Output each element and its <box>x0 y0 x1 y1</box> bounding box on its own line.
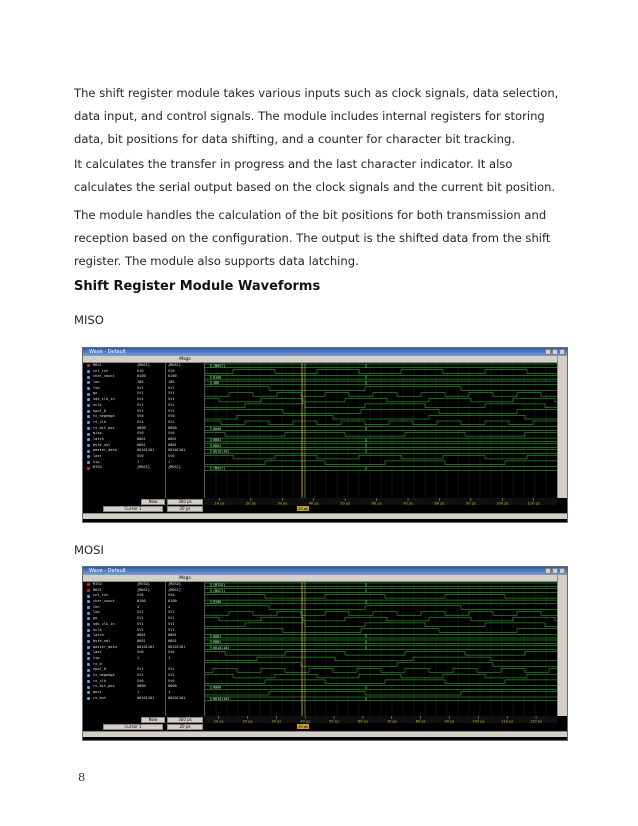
time-tick-label: 20 ps <box>242 719 253 724</box>
time-tick-label: 30 ps <box>277 501 288 506</box>
signal-icon <box>87 686 90 689</box>
signal-icon <box>87 697 90 700</box>
signal-name-text: master_data <box>93 644 117 649</box>
signal-value-alt: St1 <box>137 397 144 402</box>
signal-value: St1 <box>168 385 175 390</box>
waveform-plot[interactable] <box>205 582 557 716</box>
signal-value-alt: St0 <box>137 650 144 655</box>
bus-value-label: 00101101 <box>213 449 230 454</box>
signal-icon <box>87 640 90 643</box>
signal-value-alt: St0 <box>137 593 144 598</box>
wave-header <box>205 575 557 582</box>
signal-value-alt: {MOSI} <box>137 465 150 470</box>
signal-name-text: tip <box>93 655 100 660</box>
signal-value: 0000 <box>168 684 177 689</box>
signal-value: St0 <box>168 678 175 683</box>
signal-icon <box>87 691 90 694</box>
time-tick-label: 60 ps <box>357 719 368 724</box>
signal-value-alt: St0 <box>137 368 144 373</box>
horizontal-scrollbar[interactable] <box>83 731 567 737</box>
signal-value-alt: 00101101 <box>137 644 155 649</box>
signal-name-text: tx_negedge <box>93 673 115 677</box>
signal-value-alt: St1 <box>137 667 144 672</box>
signal-value: 0001 <box>168 442 177 447</box>
signal-icon <box>87 450 90 453</box>
group-icon <box>87 589 90 592</box>
signal-name[interactable] <box>83 696 135 702</box>
signal-name-text: byte_sel <box>93 638 111 643</box>
time-tick-label: 50 ps <box>329 719 340 724</box>
time-tick-label: 110 ps <box>501 719 514 724</box>
time-tick-label: 100 ps <box>472 719 485 724</box>
signal-name-text: mosi <box>93 690 102 695</box>
signal-icon <box>87 595 90 598</box>
signal-value-alt: St0 <box>137 414 144 419</box>
time-tick-label: 40 ps <box>308 501 319 506</box>
miso-waveform-window <box>82 347 568 523</box>
signal-name-text: latch <box>93 436 104 441</box>
signal-value-alt: {MOSI} <box>137 363 150 367</box>
paragraph-1: The shift register module takes various inputs such as clock signals, data selection, data input, and control signals. The module includes internal registers for storing data, bit positions for data shifting, and a counter for character bit tracking. <box>74 86 559 146</box>
signal-value-alt: St1 <box>137 419 144 424</box>
section-heading: Shift Register Module Waveforms <box>74 279 321 294</box>
signal-icon <box>87 612 90 615</box>
signal-name-text: rx_bit_pos <box>93 425 115 430</box>
time-tick-label: 50 ps <box>340 501 351 506</box>
signal-value: St1 <box>168 616 175 621</box>
bus-value-label: 00101101 <box>213 645 230 650</box>
signal-icon <box>87 600 90 603</box>
signal-name-text: rx_clk <box>93 678 106 683</box>
time-tick-label: 110 ps <box>527 501 540 506</box>
signal-value: St1 <box>168 391 175 396</box>
bus-value-label: {MOSI} <box>213 588 226 593</box>
signal-value-alt: St1 <box>137 385 144 390</box>
group-icon <box>87 467 90 470</box>
signal-value: St1 <box>168 402 175 407</box>
mosi-caption: MOSI <box>74 543 104 557</box>
signal-value-alt: 00101101 <box>137 695 155 700</box>
signal-value: {MOSI} <box>168 363 181 367</box>
signal-value: 00101101 <box>168 644 186 649</box>
signal-icon <box>87 376 90 379</box>
signal-value-alt: St1 <box>137 402 144 407</box>
bus-value-label: {MISO} <box>213 583 226 588</box>
signal-icon <box>87 398 90 401</box>
maximize-icon[interactable] <box>552 349 558 355</box>
signal-name-text: spol_0 <box>93 408 106 413</box>
signal-values-pane <box>135 363 165 498</box>
signal-name-text: rx_buf <box>93 695 106 700</box>
signal-name-text: rx_d <box>93 661 102 666</box>
bus-value-label: {MOSI} <box>213 364 226 369</box>
signal-icon <box>87 680 90 683</box>
signal-name-text: last <box>93 650 102 655</box>
signal-icon <box>87 455 90 458</box>
cursor-value: 20 ps <box>167 506 203 512</box>
maximize-icon[interactable] <box>552 568 558 574</box>
signal-value: 00101101 <box>168 448 186 453</box>
signal-value-alt: {MOSI} <box>137 587 150 592</box>
time-tick-label: 10 ps <box>213 719 224 724</box>
signal-icon <box>87 433 90 436</box>
cursor-label: Cursor 1 <box>103 506 163 512</box>
minimize-icon[interactable] <box>545 349 551 355</box>
signal-value: St1 <box>168 667 175 672</box>
signal-name-text: MISO <box>93 582 102 586</box>
signal-value: 0001 <box>168 638 177 643</box>
signal-name-text: go <box>93 391 98 396</box>
signal-name-text: miso <box>93 431 102 436</box>
signal-value-alt: St1 <box>137 621 144 626</box>
signal-name-text: sclk <box>93 627 102 632</box>
signal-name-text: byte_sel <box>93 442 111 447</box>
signal-value-alt: {MISO} <box>137 582 150 586</box>
window-title: Wave - Default <box>89 349 126 355</box>
signal-icon <box>87 674 90 677</box>
signal-value-alt: St1 <box>137 673 144 677</box>
signal-value-alt: St1 <box>137 408 144 413</box>
time-tick-label: 40 ps <box>300 719 311 724</box>
signal-trace <box>205 669 557 673</box>
signal-value: 0001 <box>168 633 177 638</box>
values-header: Msgs <box>165 356 205 363</box>
cursor-marker-label: 20 ps <box>298 507 308 511</box>
signal-value-alt: 0000 <box>137 425 146 430</box>
signal-icon <box>87 657 90 660</box>
waveform-plot[interactable] <box>205 363 557 498</box>
signal-icon <box>87 629 90 632</box>
time-tick-label: 90 ps <box>465 501 476 506</box>
signal-name-text: MISO <box>93 465 102 470</box>
bus-value-label: 0000 <box>213 426 222 431</box>
signal-value: St0 <box>168 414 175 419</box>
horizontal-scrollbar[interactable] <box>83 513 567 519</box>
signal-value-alt: 0001 <box>137 633 146 638</box>
cursor-marker-label: 20 ps <box>298 725 308 729</box>
signal-icon <box>87 444 90 447</box>
wave-header <box>205 356 557 363</box>
signal-icon <box>87 652 90 655</box>
miso-caption: MISO <box>74 313 104 327</box>
signal-name-text: MOSI <box>93 587 102 592</box>
signal-name-text: rx_bit_pos <box>93 684 115 689</box>
signal-icon <box>87 415 90 418</box>
cursor-label: Cursor 1 <box>103 724 163 730</box>
signal-icon <box>87 634 90 637</box>
signal-icon <box>87 427 90 430</box>
paragraph-3: The module handles the calculation of the bit positions for both transmission and reception based on the configuration. The output is the shifted data from the shift register. The module also supports data latching. <box>74 208 551 268</box>
signal-value: {MOSI} <box>168 465 181 470</box>
names-header <box>83 356 165 363</box>
window-title: Wave - Default <box>89 568 126 574</box>
signal-icon <box>87 617 90 620</box>
signal-icon <box>87 461 90 464</box>
page-number: 8 <box>78 770 86 784</box>
signal-value-alt: 00101101 <box>137 448 155 453</box>
close-icon[interactable] <box>559 568 565 574</box>
time-tick-label: 70 ps <box>403 501 413 506</box>
signal-value-alt: 4 <box>137 604 140 609</box>
bus-value-label: 0100 <box>213 375 222 380</box>
signal-name-text: tip <box>93 459 100 464</box>
signal-value-alt: St1 <box>137 610 144 615</box>
signal-icon <box>87 606 90 609</box>
time-tick-label: 20 ps <box>245 501 256 506</box>
bus-value-label: 0001 <box>213 438 222 443</box>
signal-icon <box>87 404 90 407</box>
signal-icon <box>87 438 90 441</box>
signal-name-text: last <box>93 454 102 458</box>
now-label: Now <box>141 717 165 723</box>
mosi-waveform-window <box>82 566 568 741</box>
signal-value: {MOSI} <box>168 587 181 592</box>
signal-name-text: latch <box>93 633 104 638</box>
bus-value-label: 186 <box>213 381 220 386</box>
signal-name-text: lsb <box>93 610 100 615</box>
signal-name-text: cnt_rst <box>93 593 109 598</box>
signal-value-alt: St1 <box>137 627 144 632</box>
signal-names-pane <box>83 582 135 716</box>
now-label: Now <box>141 499 165 505</box>
signal-name-text: char_count <box>93 374 115 379</box>
signal-value: St0 <box>168 593 175 598</box>
signal-values-pane <box>135 582 165 716</box>
bus-value-label: 00101101 <box>213 697 230 702</box>
signal-value-alt: 186 <box>137 380 144 385</box>
group-icon <box>87 583 90 586</box>
signal-value-alt: 0001 <box>137 442 146 447</box>
signal-value-alt: St1 <box>137 391 144 396</box>
signal-value-alt: 0000 <box>137 684 146 689</box>
signal-name-text: cnt_rst <box>93 368 109 373</box>
signal-value-alt: 0100 <box>137 374 146 379</box>
signal-name[interactable] <box>83 465 135 471</box>
signal-name-text: rx_clk <box>93 419 106 424</box>
time-ruler <box>205 716 557 731</box>
bus-value-label: 0001 <box>213 640 222 645</box>
vertical-scrollbar[interactable] <box>557 575 567 716</box>
time-tick-label: 90 ps <box>444 719 455 724</box>
signal-icon <box>87 387 90 390</box>
cursor-values-pane <box>165 582 205 716</box>
signal-name-text: MOSI <box>93 363 102 367</box>
signal-value-alt: 0001 <box>137 638 146 643</box>
bus-value-label: 0001 <box>213 443 222 448</box>
signal-name-text: go <box>93 616 98 621</box>
signal-value: St1 <box>168 408 175 413</box>
bus-value-label: 0001 <box>213 634 222 639</box>
signal-icon <box>87 669 90 672</box>
cursor-values-pane <box>165 363 205 498</box>
time-tick-label: 70 ps <box>386 719 397 724</box>
time-tick-label: 120 ps <box>529 719 543 724</box>
signal-value: 0100 <box>168 599 177 604</box>
signal-value: 0001 <box>168 436 177 441</box>
signal-name-text: sdk_clk_in <box>93 621 115 626</box>
signal-value: St1 <box>168 621 175 626</box>
now-value: 300 ps <box>167 717 203 723</box>
bus-value-label: 0000 <box>213 685 222 690</box>
signal-value: {MISO} <box>168 582 181 586</box>
signal-value-alt: St1 <box>137 616 144 621</box>
time-tick-label: 10 ps <box>214 501 225 506</box>
signal-value: 0100 <box>168 374 177 379</box>
signal-icon <box>87 623 90 626</box>
signal-value: St1 <box>168 627 175 632</box>
signal-value-alt: 1 <box>137 655 140 660</box>
signal-value: St0 <box>168 368 175 373</box>
cursor-value: 20 ps <box>167 724 203 730</box>
close-icon[interactable] <box>559 349 565 355</box>
window-titlebar <box>83 567 567 575</box>
signal-icon <box>87 421 90 424</box>
time-tick-label: 30 ps <box>271 719 282 724</box>
signal-icon <box>87 663 90 666</box>
signal-value-alt: St0 <box>137 678 144 683</box>
signal-icon <box>87 381 90 384</box>
signal-name-text: spol_0 <box>93 667 106 672</box>
signal-value: 1 <box>168 459 171 464</box>
signal-value-alt: St0 <box>137 454 144 458</box>
time-tick-label: 60 ps <box>371 501 382 506</box>
signal-icon <box>87 410 90 413</box>
signal-value: 0000 <box>168 425 177 430</box>
signal-name-text: sdk_clk_in <box>93 397 115 402</box>
signal-value: St0 <box>168 431 175 436</box>
signal-value-alt: 1 <box>137 459 140 464</box>
signal-value-alt: St0 <box>137 431 144 436</box>
signal-value-alt: 0100 <box>137 599 146 604</box>
signal-name-text: len <box>93 380 100 385</box>
signal-value: 4 <box>168 604 171 609</box>
bus-value-label: {MOSI} <box>213 466 226 471</box>
names-header <box>83 575 165 582</box>
group-icon <box>87 364 90 367</box>
signal-value: 186 <box>168 380 175 385</box>
signal-value: 1 <box>168 690 171 695</box>
time-tick-label: 80 ps <box>415 719 426 724</box>
signal-name-text: master_data <box>93 448 117 453</box>
signal-icon <box>87 370 90 373</box>
time-tick-label: 100 ps <box>496 501 509 506</box>
signal-value: St0 <box>168 454 175 458</box>
signal-value: St1 <box>168 397 175 402</box>
signal-icon <box>87 393 90 396</box>
time-tick-label: 80 ps <box>434 501 445 506</box>
signal-names-pane <box>83 363 135 498</box>
window-titlebar <box>83 348 567 356</box>
bus-value-label: 0100 <box>213 600 222 605</box>
now-value: 300 ps <box>167 499 203 505</box>
values-header: Msgs <box>165 575 205 582</box>
signal-name-text: tx_negedge <box>93 414 115 419</box>
signal-name-text: sclk <box>93 402 102 407</box>
signal-name-text: len <box>93 604 100 609</box>
signal-value-alt: 0001 <box>137 436 146 441</box>
signal-value: 1 <box>168 655 171 660</box>
signal-value-alt: 1 <box>137 690 140 695</box>
signal-name-text: char_count <box>93 599 115 604</box>
signal-value: St0 <box>168 650 175 655</box>
signal-value: St1 <box>168 673 175 677</box>
timeline-bar <box>83 716 567 731</box>
signal-value: 00101101 <box>168 695 186 700</box>
paragraph-2: It calculates the transfer in progress and the last character indicator. It also calculates the serial output based on the clock signals and the current bit position. <box>74 157 556 194</box>
vertical-scrollbar[interactable] <box>557 356 567 498</box>
time-ruler <box>205 498 557 513</box>
signal-icon <box>87 646 90 649</box>
signal-value: St1 <box>168 419 175 424</box>
signal-name-text: lsb <box>93 385 100 390</box>
timeline-bar <box>83 498 567 513</box>
signal-value: St1 <box>168 610 175 615</box>
minimize-icon[interactable] <box>545 568 551 574</box>
